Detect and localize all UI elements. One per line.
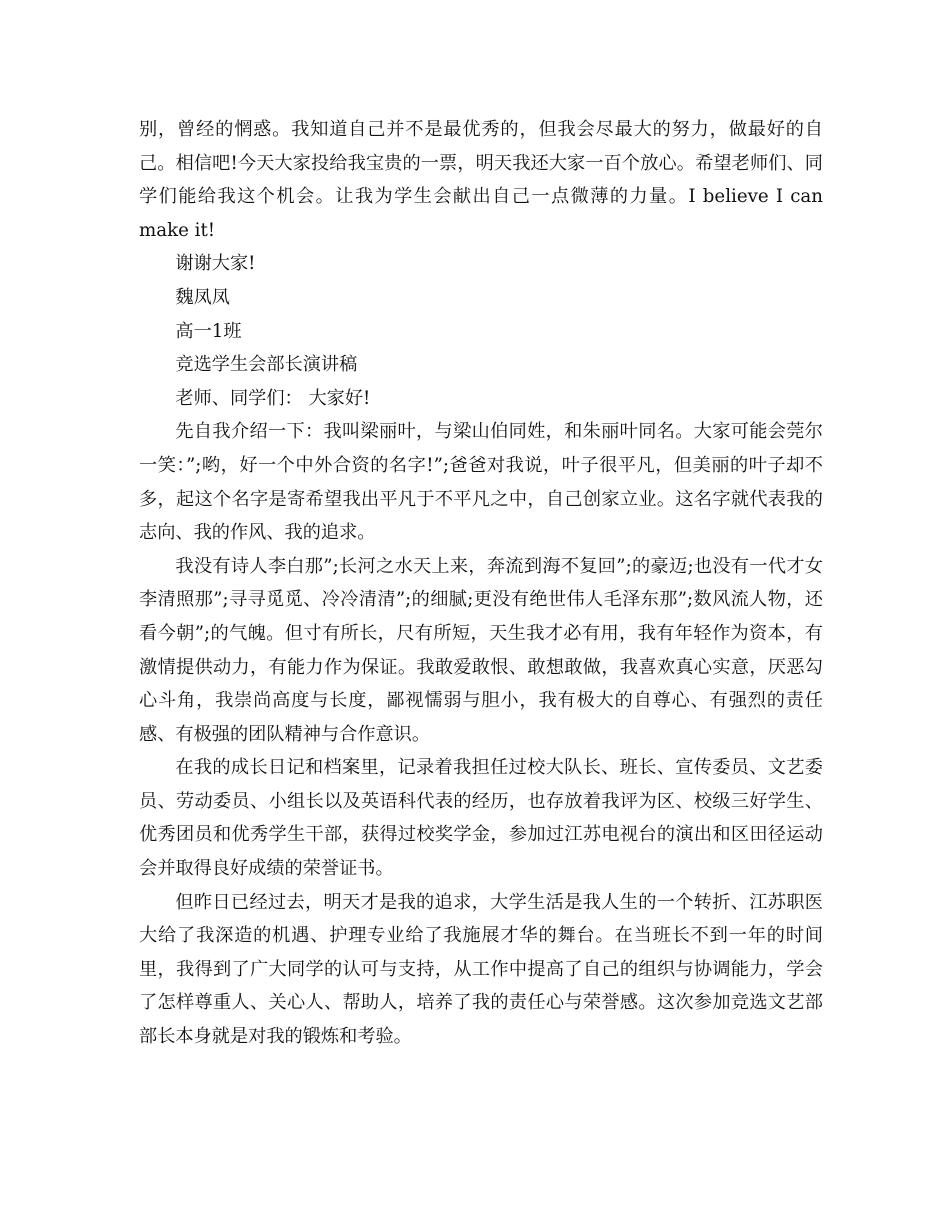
paragraph-greeting: 老师、同学们： 大家好! <box>175 387 371 409</box>
paragraph-speech-title: 竞选学生会部长演讲稿 <box>175 354 358 376</box>
paragraph-self-introduction: 先自我介绍一下：我叫梁丽叶，与梁山伯同姓，和朱丽叶同名。大家可能会莞尔一笑：”;哟，好一个中外合资的名字!”;爸爸对我说，叶子很平凡，但美丽的叶子却不多，起这个名字是寄希望我出平凡于不平凡之中，自己创家立业。这名字就代表我的志向、我的作风、我的追求。 <box>139 421 823 544</box>
paragraph-closing-remarks: 别，曾经的惘惑。我知道自己并不是最优秀的，但我会尽最大的努力，做最好的自己。相信吧!今天大家投给我宝贵的一票，明天我还大家一百个放心。希望老师们、同学们能给我这个机会。让我为学生会献出自己一点微薄的力量。I believe I can make it! <box>139 119 823 241</box>
paragraph-future-goals: 但昨日已经过去，明天才是我的追求，大学生活是我人生的一个转折、江苏职医大给了我深造的机遇、护理专业给了我施展才华的舞台。在当班长不到一年的时间里，我得到了广大同学的认可与支持，从工作中提高了自己的组织与协调能力，学会了怎样尊重人、关心人、帮助人，培养了我的责任心与荣誉感。这次参加竞选文艺部部长本身就是对我的锻炼和考验。 <box>139 891 823 1048</box>
paragraph-aspirations: 我没有诗人李白那”;长河之水天上来，奔流到海不复回”;的豪迈;也没有一代才女李清照那”;寻寻觅觅、冷冷清清”;的细腻;更没有绝世伟人毛泽东那”;数风流人物，还看今朝”;的气魄。但寸有所长，尺有所短，天生我才必有用，我有年轻作为资本，有激情提供动力，有能力作为保证。我敢爱敢恨、敢想敢做，我喜欢真心实意，厌恶勾心斗角，我崇尚高度与长度，鄙视懦弱与胆小，我有极大的自尊心、有强烈的责任感、有极强的团队精神与合作意识。 <box>139 555 823 745</box>
speech-text-body <box>139 113 823 1054</box>
paragraph-speaker-class: 高一1班 <box>175 320 242 342</box>
paragraph-experience: 在我的成长日记和档案里，记录着我担任过校大队长、班长、宣传委员、文艺委员、劳动委员、小组长以及英语科代表的经历，也存放着我评为区、校级三好学生、优秀团员和优秀学生干部，获得过校奖学金，参加过江苏电视台的演出和区田径运动会并取得良好成绩的荣誉证书。 <box>139 757 823 880</box>
paragraph-speaker-name: 魏凤凤 <box>175 286 230 308</box>
paragraph-thanks: 谢谢大家! <box>175 253 256 275</box>
